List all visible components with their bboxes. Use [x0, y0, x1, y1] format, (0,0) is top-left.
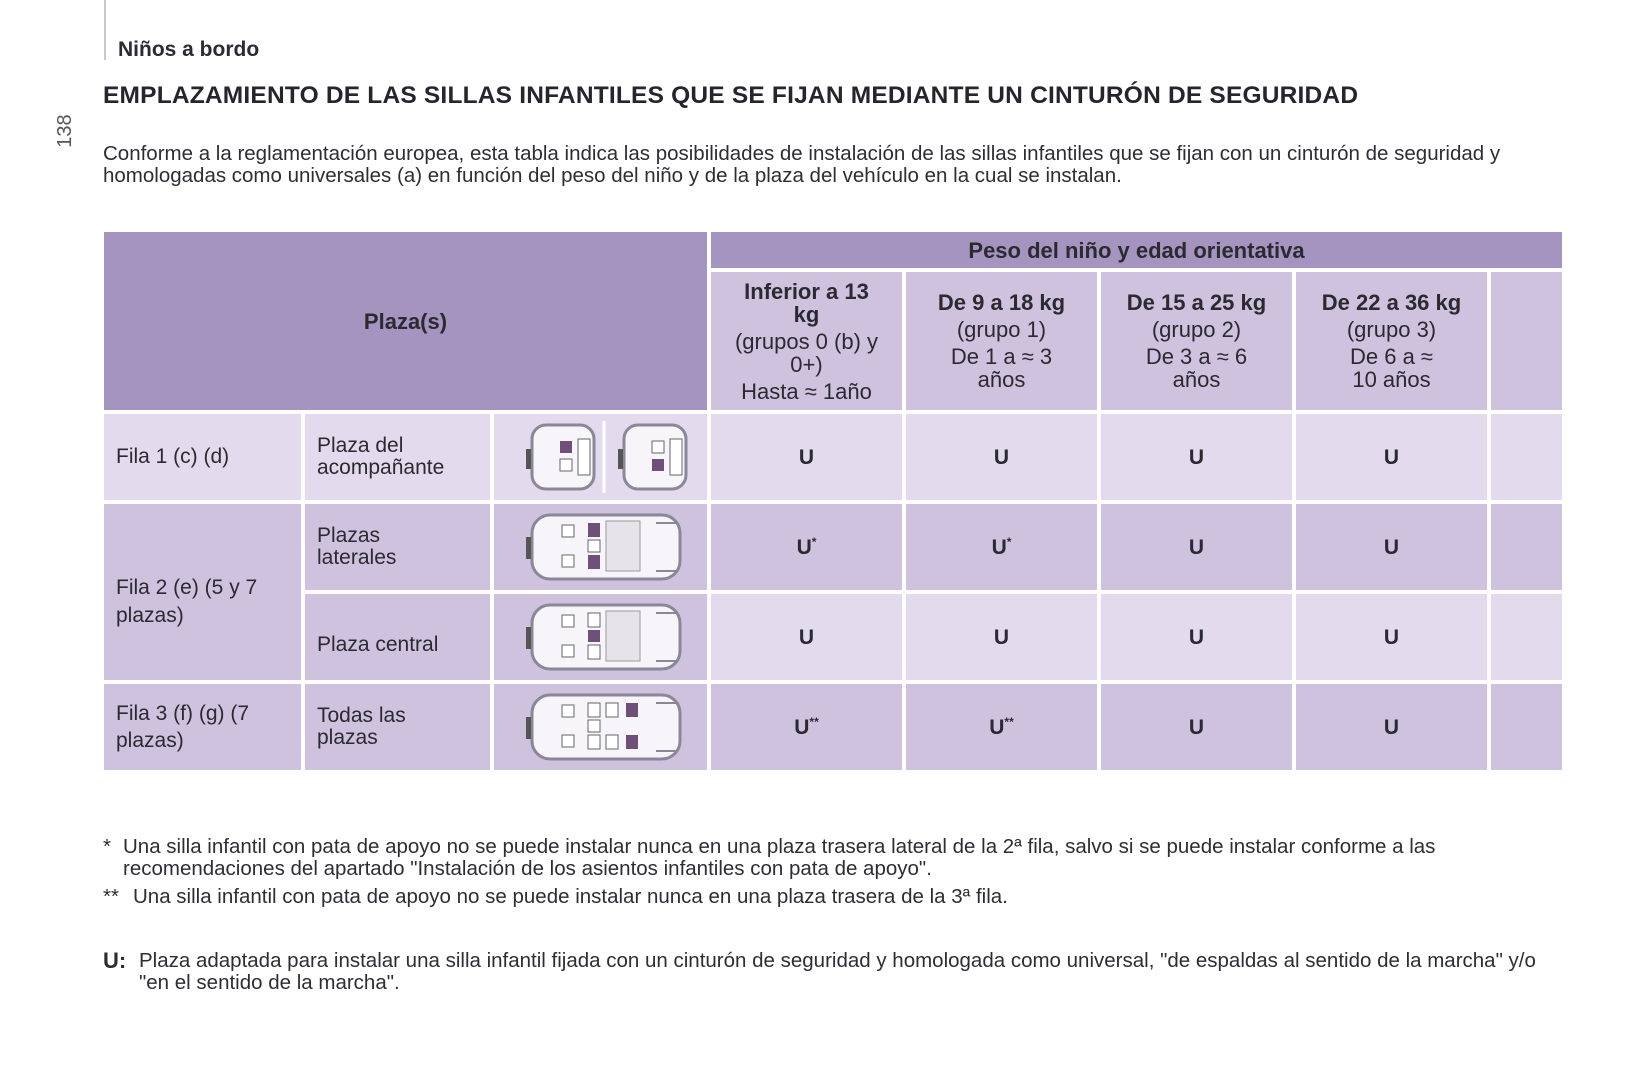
car-front-seat-icon [506, 419, 696, 495]
column-header [906, 272, 1097, 410]
page-number: 138 [54, 114, 76, 148]
section-label: Niños a bordo [118, 38, 260, 61]
value-cell [1101, 594, 1292, 680]
value-cell [1101, 504, 1292, 590]
value-text: U** [794, 714, 819, 739]
value-text: U* [796, 534, 817, 559]
plaza-header [104, 232, 707, 410]
seat-diagram-cell [494, 594, 707, 680]
column-header [1296, 272, 1487, 410]
car-lateral-seats-icon [506, 509, 696, 585]
column-header [1101, 272, 1292, 410]
place-label-text: Plazas laterales [317, 524, 397, 569]
place-label-text: Plaza del acompañante [317, 434, 445, 479]
column-age: De 6 a ≈ 10 años [1349, 344, 1433, 392]
child-seat-table [104, 232, 1562, 805]
footnote-text: Una silla infantil con pata de apoyo no se puede instalar nunca en una plaza trasera lateral de la 2ª fila, salvo si se puede instalar conforme a las recomendaciones del apartado "Instalación de los asientos infantiles con pata de apoyo". [123, 835, 1436, 880]
place-label-text: Plaza central [317, 633, 439, 656]
row-label-text: Fila 2 (e) (5 y 7 plazas) [116, 576, 258, 627]
column-age: De 1 a ≈ 3 años [950, 344, 1053, 392]
value-cell [906, 594, 1097, 680]
plaza-header-label: Plaza(s) [363, 308, 448, 334]
column-group: (grupos 0 (b) y 0+) [734, 328, 879, 377]
column-weight: De 9 a 18 kg [937, 290, 1066, 315]
value-text: U [798, 445, 815, 469]
column-age: Hasta ≈ 1año [741, 378, 872, 404]
row-label [104, 504, 301, 680]
value-text: U [993, 625, 1010, 649]
place-label [305, 504, 490, 590]
footnote-text: Una silla infantil con pata de apoyo no se puede instalar nunca en una plaza trasera de la 3ª fila. [133, 885, 1008, 908]
value-text: U** [989, 714, 1014, 739]
value-cell [1101, 684, 1292, 770]
intro-paragraph: Conforme a la reglamentación europea, esta tabla indica las posibilidades de instalación de las sillas infantiles que se fijan con un cinturón de seguridad y homologadas como universales (a) en función del peso del niño y de la plaza del vehículo en la cual se instalan. [103, 142, 1501, 187]
column-age: De 3 a ≈ 6 años [1145, 344, 1248, 392]
seat-diagram-cell [494, 684, 707, 770]
value-text: U [993, 445, 1010, 469]
value-text: U [1383, 445, 1400, 469]
row-label-text: Fila 3 (f) (g) (7 plazas) [116, 702, 250, 752]
value-cell [1296, 504, 1487, 590]
footnote-marker: * [103, 835, 111, 858]
row-filler [1491, 414, 1562, 500]
value-cell [906, 414, 1097, 500]
value-text: U [1188, 535, 1205, 559]
margin-rule [104, 0, 106, 60]
footnotes [103, 836, 1563, 914]
column-group: (grupo 1) [956, 317, 1047, 342]
car-third-row-seats-icon [506, 689, 696, 765]
column-header [711, 272, 902, 410]
seat-diagram-cell [494, 504, 707, 590]
value-cell [711, 594, 902, 680]
seat-diagram-cell [494, 414, 707, 500]
value-text: U [1383, 535, 1400, 559]
column-weight: De 22 a 36 kg [1321, 290, 1462, 315]
value-cell [1296, 684, 1487, 770]
place-label [305, 594, 490, 680]
value-text: U [1383, 715, 1400, 739]
car-central-seat-icon [506, 599, 696, 675]
value-text: U [798, 625, 815, 649]
column-header-filler [1491, 272, 1562, 410]
value-text: U [1188, 445, 1205, 469]
value-text: U [1188, 715, 1205, 739]
column-group: (grupo 3) [1346, 317, 1437, 342]
footnote [103, 886, 1563, 908]
row-filler [1491, 594, 1562, 680]
column-group: (grupo 2) [1151, 317, 1242, 342]
value-cell [1296, 414, 1487, 500]
value-cell [906, 504, 1097, 590]
row-filler [1491, 504, 1562, 590]
row-label [104, 684, 301, 770]
value-text: U* [991, 534, 1012, 559]
value-cell [711, 414, 902, 500]
column-weight: De 15 a 25 kg [1126, 290, 1267, 315]
value-cell [1296, 594, 1487, 680]
place-label-text: Todas las plazas [317, 704, 406, 749]
page-title: EMPLAZAMIENTO DE LAS SILLAS INFANTILES QUE SE FIJAN MEDIANTE UN CINTURÓN DE SEGURIDAD [103, 82, 1359, 109]
place-label [305, 414, 490, 500]
footnote-marker: ** [103, 885, 119, 908]
row-label-text: Fila 1 (c) (d) [116, 445, 230, 468]
value-cell [711, 504, 902, 590]
value-text: U [1383, 625, 1400, 649]
weight-header [711, 232, 1562, 268]
value-cell [906, 684, 1097, 770]
row-filler [1491, 684, 1562, 770]
value-cell [1101, 414, 1292, 500]
value-cell [711, 684, 902, 770]
value-text: U [1188, 625, 1205, 649]
footnote [103, 836, 1563, 880]
place-label [305, 684, 490, 770]
weight-header-label: Peso del niño y edad orientativa [968, 237, 1305, 263]
legend-marker: U: [103, 948, 127, 973]
legend [103, 950, 1563, 994]
row-label [104, 414, 301, 500]
column-weight: Inferior a 13 kg [744, 278, 869, 327]
legend-text: Plaza adaptada para instalar una silla infantil fijada con un cinturón de seguridad y homologada como universal, "de espaldas al sentido de la marcha" y/o "en el sentido de la marcha". [139, 949, 1536, 994]
